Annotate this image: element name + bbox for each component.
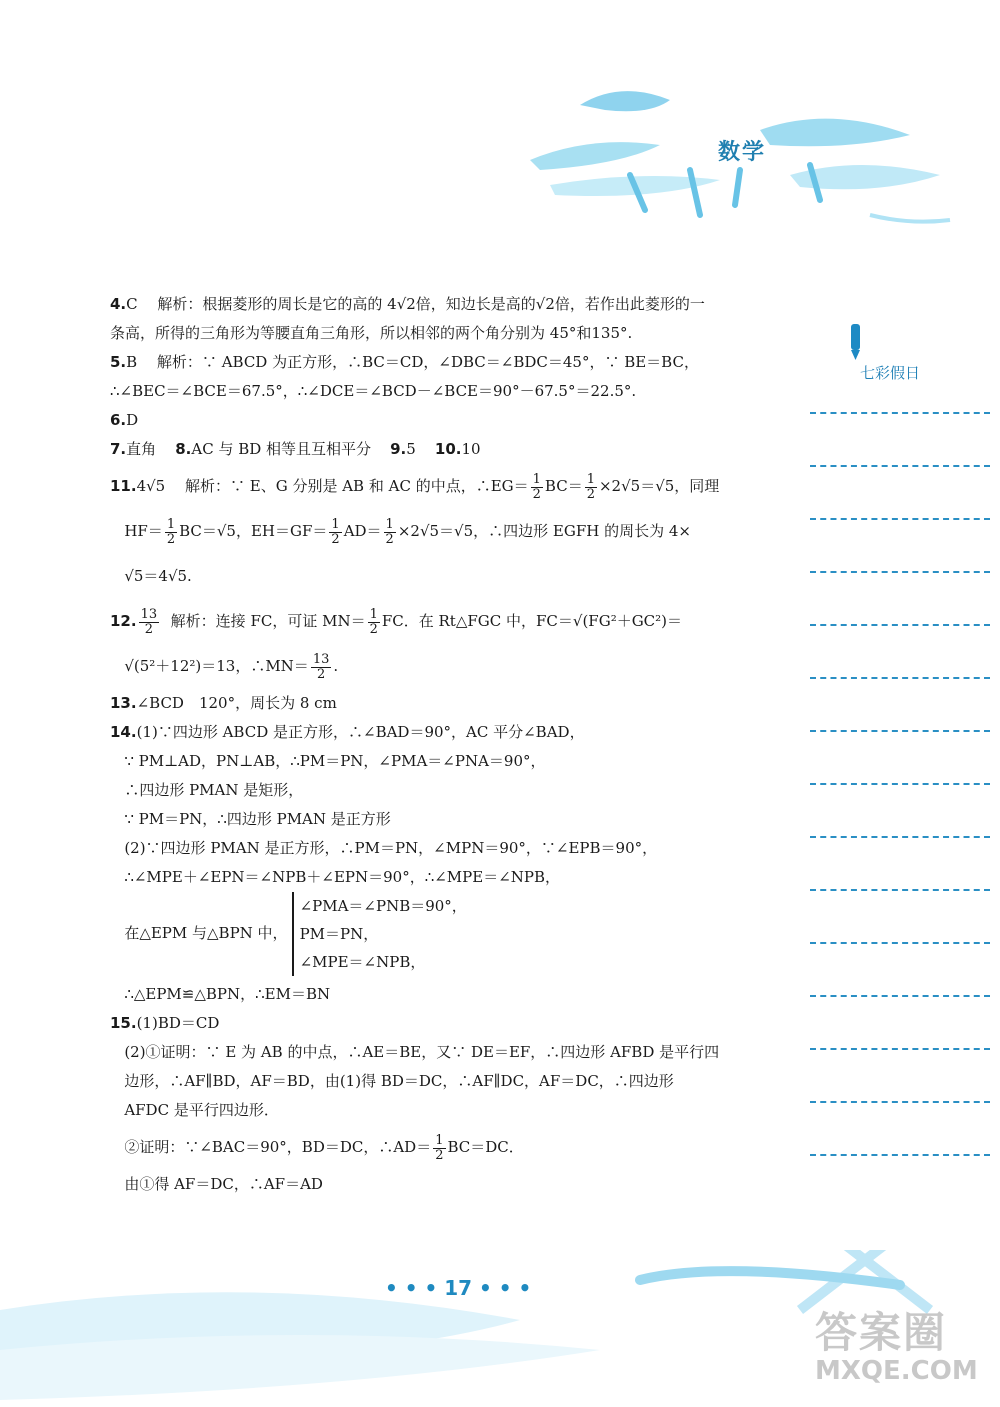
q10-answer: 10 (461, 440, 481, 458)
q4-line-1 (110, 290, 760, 319)
q15-line-2 (110, 1038, 760, 1067)
note-line (810, 1154, 990, 1156)
pen-icon (845, 322, 867, 362)
q5-line-2 (110, 377, 760, 406)
q7-10-line (110, 435, 760, 464)
note-line (810, 518, 990, 520)
q4-line-2 (110, 319, 760, 348)
q14-line-4 (110, 805, 760, 834)
fraction-half: $\frac{1}{2}$ (385, 516, 394, 547)
q12-text-2b: . (333, 657, 339, 675)
note-line (810, 1101, 990, 1103)
q14-number: 14. (110, 723, 137, 741)
q11-text-2d: ×2√5＝√5，∴四边形 EGFH 的周长为 4× (397, 522, 691, 540)
fraction-half: $\frac{1}{2}$ (369, 606, 378, 637)
fraction-half: $\frac{1}{2}$ (586, 471, 595, 502)
q12-line-2 (110, 644, 760, 689)
q15-text-3: 边形，∴AF∥BD，AF＝BD，由(1)得 BD＝DC，∴AF∥DC，AF＝DC，∴四边形 (124, 1072, 674, 1090)
note-line (810, 836, 990, 838)
answer-content (110, 290, 760, 1199)
q5-number: 5. (110, 353, 127, 371)
q14-text-8: ∴△EPM≌△BPN，∴EM＝BN (124, 985, 331, 1003)
q15-text-4: AFDC 是平行四边形． (124, 1101, 279, 1119)
page-number: • • • 17 • • • (385, 1276, 532, 1300)
q14-text-3: ∴四边形 PMAN 是矩形， (124, 781, 304, 799)
note-line (810, 571, 990, 573)
q14-text-7: 在△EPM 与△BPN 中， (124, 924, 288, 942)
note-line (810, 889, 990, 891)
q11-line-1 (110, 464, 760, 509)
q11-text-1c: ×2√5＝√5，同理 (598, 477, 720, 495)
q11-text-2a: HF＝ (124, 522, 163, 540)
q14-line-2 (110, 747, 760, 776)
q14-text-2: ∵ PM⊥AD，PN⊥AB，∴PM＝PN，∠PMA＝∠PNA＝90°， (124, 752, 546, 770)
q9-answer: 5 (406, 440, 416, 458)
q15-text-5b: BC＝DC． (447, 1138, 524, 1156)
note-line (810, 995, 990, 997)
q14-line-8 (110, 980, 760, 1009)
note-line (810, 465, 990, 467)
q12-line-1 (110, 599, 760, 644)
q14-text-5: (2)∵四边形 PMAN 是正方形，∴PM＝PN，∠MPN＝90°，∵∠EPB＝90°， (124, 839, 658, 857)
q12-text-2a: √(5²＋12²)＝13，∴MN＝ (124, 657, 309, 675)
q6-number: 6. (110, 411, 127, 429)
q15-line-5 (110, 1125, 760, 1170)
fraction-13-2: $\frac{13}{2}$ (140, 606, 158, 637)
q13-number: 13. (110, 694, 137, 712)
q13-line (110, 689, 760, 718)
q6-text: D (126, 411, 139, 429)
sidebar-label: 七彩假日 (860, 364, 921, 382)
q4-text-2: 条高，所得的三角形为等腰直角三角形，所以相邻的两个角分别为 45°和135°. (110, 324, 633, 342)
q12-text-1b: FC．在 Rt△FGC 中，FC＝√(FG²＋GC²)＝ (381, 612, 683, 630)
q13-text: ∠BCD 120°，周长为 8 cm (136, 694, 337, 712)
q4-number: 4. (110, 295, 127, 313)
q5-text-1: B 解析：∵ ABCD 为正方形，∴BC＝CD，∠DBC＝∠BDC＝45°，∵ BE＝BC， (126, 353, 699, 371)
q8-answer: AC 与 BD 相等且互相平分 (191, 440, 372, 458)
q11-text-2c: AD＝ (343, 522, 382, 540)
q15-line-6 (110, 1170, 760, 1199)
q11-text-1b: BC＝ (544, 477, 583, 495)
q5-line-1 (110, 348, 760, 377)
q15-line-1 (110, 1009, 760, 1038)
fraction-half: $\frac{1}{2}$ (331, 516, 340, 547)
q11-text-2b: BC＝√5，EH＝GF＝ (179, 522, 328, 540)
q14-line-6 (110, 863, 760, 892)
q15-text-2: (2)①证明：∵ E 为 AB 的中点，∴AE＝BE，又∵ DE＝EF，∴四边形 AFBD 是平行四 (124, 1043, 720, 1061)
q15-text-5a: ②证明：∵∠BAC＝90°，BD＝DC，∴AD＝ (124, 1138, 432, 1156)
condition-1: ∠PMA＝∠PNB＝90°， (299, 897, 467, 915)
q9-number: 9. (390, 440, 407, 458)
q5-text-2: ∴∠BEC＝∠BCE＝67.5°，∴∠DCE＝∠BCD－∠BCE＝90°－67.5°＝22.5°. (110, 382, 637, 400)
q11-line-3 (110, 554, 760, 599)
fraction-13-2: $\frac{13}{2}$ (312, 651, 330, 682)
q15-number: 15. (110, 1014, 137, 1032)
fraction-half: $\frac{1}{2}$ (435, 1132, 444, 1163)
q7-answer: 直角 (126, 440, 157, 458)
q11-text-3: √5＝4√5. (124, 567, 192, 585)
q15-text-6: 由①得 AF＝DC，∴AF＝AD (124, 1175, 323, 1193)
q14-line-5 (110, 834, 760, 863)
fraction-half: $\frac{1}{2}$ (166, 516, 176, 547)
q6-line (110, 406, 760, 435)
q15-line-3 (110, 1067, 760, 1096)
q7-number: 7. (110, 440, 127, 458)
congruence-conditions (292, 892, 467, 976)
q12-text-1a: 解析：连接 FC，可证 MN＝ (170, 612, 366, 630)
note-line (810, 783, 990, 785)
note-line (810, 677, 990, 679)
q14-text-6: ∴∠MPE＋∠EPN＝∠NPB＋∠EPN＝90°，∴∠MPE＝∠NPB， (124, 868, 561, 886)
q14-line-3 (110, 776, 760, 805)
q14-line-7 (110, 892, 760, 980)
condition-2: PM＝PN， (299, 925, 379, 943)
q14-line-1 (110, 718, 760, 747)
q11-line-2 (110, 509, 760, 554)
q8-number: 8. (175, 440, 192, 458)
note-line (810, 412, 990, 414)
note-line (810, 624, 990, 626)
q11-number: 11. (110, 477, 137, 495)
q15-text-1: (1)BD＝CD (136, 1014, 220, 1032)
q14-text-4: ∵ PM＝PN，∴四边形 PMAN 是正方形 (124, 810, 391, 828)
watermark-logo: 答案圈 MXQE.COM (815, 1308, 978, 1386)
q11-text-1a: 4√5 解析：∵ E、G 分别是 AB 和 AC 的中点，∴EG＝ (136, 477, 529, 495)
condition-3: ∠MPE＝∠NPB， (299, 953, 426, 971)
subject-title: 数学 (718, 140, 767, 165)
q4-text-1: C 解析：根据菱形的周长是它的高的 4√2倍，知边长是高的√2倍，若作出此菱形的一 (126, 295, 705, 313)
q14-text-1: (1)∵四边形 ABCD 是正方形，∴∠BAD＝90°，AC 平分∠BAD， (136, 723, 585, 741)
q12-number: 12. (110, 612, 137, 630)
q10-number: 10. (434, 440, 462, 458)
q15-line-4 (110, 1096, 760, 1125)
note-line (810, 730, 990, 732)
note-line (810, 942, 990, 944)
fraction-half: $\frac{1}{2}$ (532, 471, 541, 502)
note-line (810, 1048, 990, 1050)
